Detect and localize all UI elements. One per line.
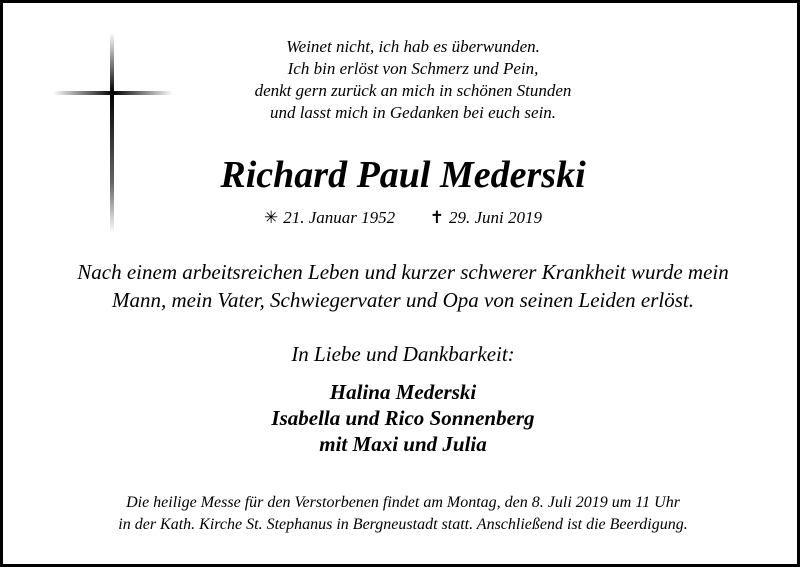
message-line: Nach einem arbeitsreichen Leben und kurzer schwerer Krankheit wurde mein: [77, 260, 729, 284]
poem-line: Weinet nicht, ich hab es überwunden.: [286, 37, 540, 56]
family-signatures: [153, 379, 653, 457]
poem-line: denkt gern zurück an mich in schönen Stunden: [254, 81, 572, 100]
message-line: Mann, mein Vater, Schwiegervater und Opa von seinen Leiden erlöst.: [111, 288, 695, 312]
thanks-line: In Liebe und Dankbarkeit:: [291, 342, 515, 366]
birth-date: 21. Januar 1952: [283, 208, 396, 227]
poem-line: Ich bin erlöst von Schmerz und Pein,: [287, 59, 539, 78]
poem-line: und lasst mich in Gedanken bei euch sein.: [269, 103, 557, 122]
poem: [193, 36, 633, 124]
death-date: 29. Juni 2019: [448, 208, 542, 227]
cross-icon: [53, 33, 173, 233]
life-dates: [203, 207, 603, 229]
obituary-message: [23, 258, 783, 314]
family-member: mit Maxi und Julia: [319, 432, 487, 456]
death-cross-icon: ✝: [429, 208, 444, 227]
funeral-notice: [23, 492, 783, 536]
notice-line: Die heilige Messe für den Verstorbenen findet am Montag, den 8. Juli 2019 um 11 Uhr: [126, 494, 680, 511]
family-member: Isabella und Rico Sonnenberg: [271, 406, 535, 430]
notice-line: in der Kath. Kirche St. Stephanus in Bergneustadt statt. Anschließend ist die Beerdigung.: [118, 516, 688, 533]
family-member: Halina Mederski: [329, 380, 477, 404]
deceased-name: Richard Paul Mederski: [220, 154, 586, 196]
birth-star-icon: ✳: [264, 208, 279, 227]
